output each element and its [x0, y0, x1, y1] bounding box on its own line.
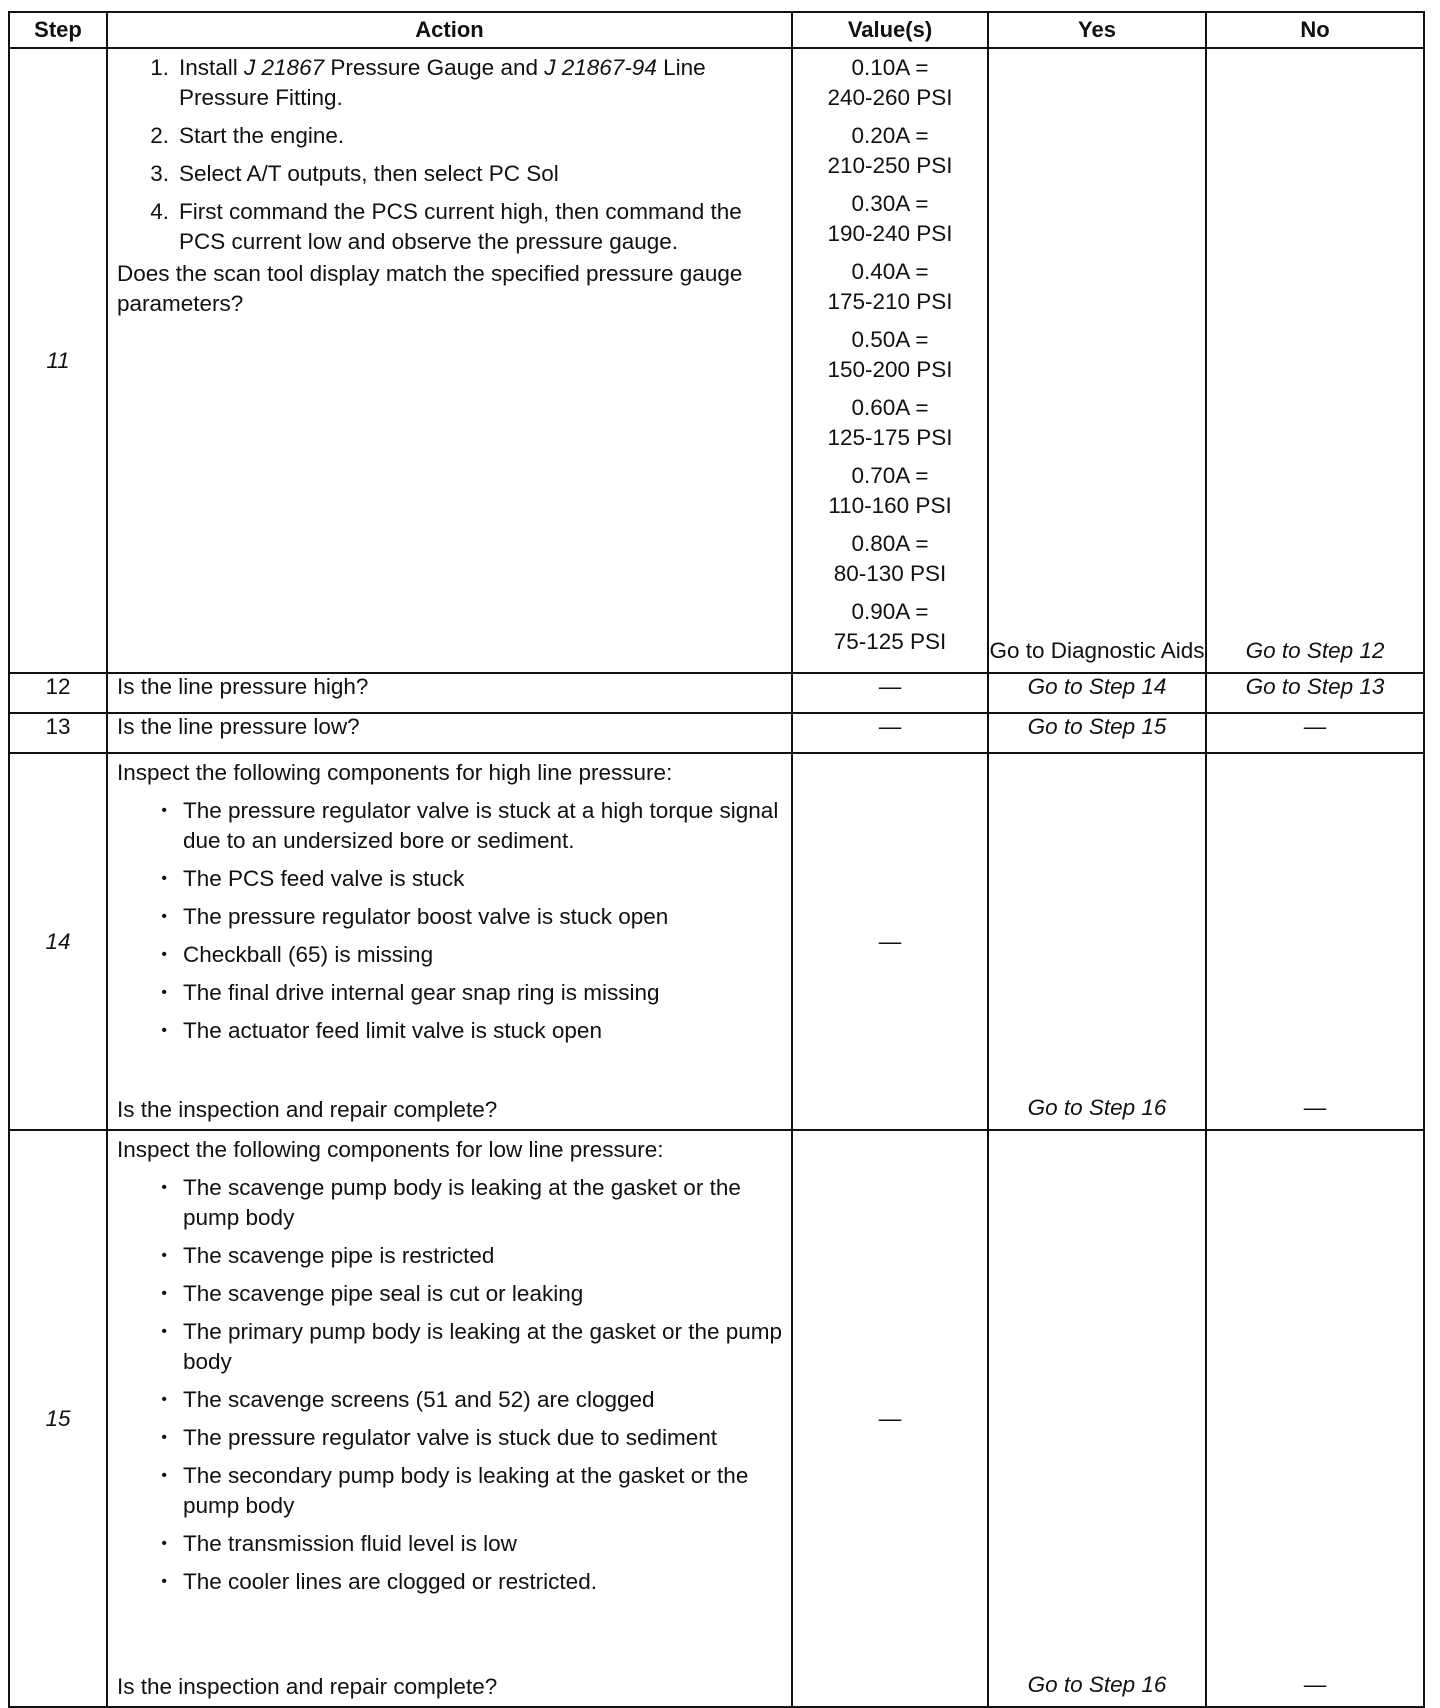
value-pair: 0.10A = 240-260 PSI: [827, 55, 953, 110]
instruction-item: 3. Select A/T outputs, then select PC Sol: [150, 161, 559, 186]
intro-text: Inspect the following components for high line pressure:: [117, 760, 673, 785]
instruction-item: 1. Install J 21867 Pressure Gauge and J 21867-94 Line Pressure Fitting.: [150, 55, 706, 110]
tool-ref: J 21867-94: [544, 55, 657, 80]
yes-cell: Go to Step 16: [988, 1130, 1206, 1707]
instruction-list: [117, 53, 785, 257]
no-cell: Go to Step 13: [1206, 673, 1424, 713]
yes-cell: Go to Diagnostic Aids: [988, 48, 1206, 673]
list-item: • The pressure regulator boost valve is stuck open: [161, 904, 669, 929]
list-item: • The pressure regulator valve is stuck at a high torque signal due to an undersized bore or sediment.: [161, 798, 779, 853]
values-cell: —: [792, 753, 988, 1130]
value-pair: 0.90A = 75-125 PSI: [833, 599, 947, 654]
table-row-step-15: [9, 1130, 1424, 1707]
list-item: • The pressure regulator valve is stuck due to sediment: [161, 1425, 718, 1450]
list-item: • The scavenge pipe is restricted: [161, 1243, 495, 1268]
instruction-item: 4. First command the PCS current high, then command the PCS current low and observe the pressure gauge.: [150, 199, 742, 254]
header-action: Action: [107, 12, 792, 48]
no-cell: —: [1206, 713, 1424, 753]
value-pair: 0.70A = 110-160 PSI: [828, 463, 952, 518]
list-item: • Checkball (65) is missing: [161, 942, 434, 967]
values-cell: —: [792, 673, 988, 713]
values-cell: —: [792, 713, 988, 753]
no-cell: —: [1206, 753, 1424, 1130]
table-row-step-11: [9, 48, 1424, 673]
value-pair: 0.50A = 150-200 PSI: [827, 327, 953, 382]
list-item: • The PCS feed valve is stuck: [161, 866, 465, 891]
header-no: No: [1206, 12, 1424, 48]
values-cell: [792, 48, 988, 673]
yes-cell: Go to Step 16: [988, 753, 1206, 1130]
yes-cell: Go to Step 15: [988, 713, 1206, 753]
table-row-step-12: [9, 673, 1424, 713]
question-text: Does the scan tool display match the specified pressure gauge parameters?: [117, 261, 743, 316]
step-number: 11: [9, 48, 107, 673]
step-number: 13: [9, 713, 107, 753]
intro-text: Inspect the following components for low line pressure:: [117, 1137, 664, 1162]
component-list: [117, 796, 785, 1046]
step-number: 15: [9, 1130, 107, 1707]
instruction-item: 2. Start the engine.: [150, 123, 345, 148]
action-cell: [107, 48, 792, 673]
value-pair: 0.20A = 210-250 PSI: [827, 123, 953, 178]
step-number: 12: [9, 673, 107, 713]
header-step: Step: [9, 12, 107, 48]
list-item: • The actuator feed limit valve is stuck open: [161, 1018, 602, 1043]
list-item: • The transmission fluid level is low: [161, 1531, 517, 1556]
yes-cell: Go to Step 14: [988, 673, 1206, 713]
list-item: • The scavenge pump body is leaking at the gasket or the pump body: [161, 1175, 741, 1230]
value-pair: 0.60A = 125-175 PSI: [827, 395, 953, 450]
no-cell: Go to Step 12: [1206, 48, 1424, 673]
table-row-step-14: [9, 753, 1424, 1130]
table-row-step-13: [9, 713, 1424, 753]
value-pair: 0.80A = 80-130 PSI: [833, 531, 947, 586]
list-item: • The secondary pump body is leaking at the gasket or the pump body: [161, 1463, 749, 1518]
list-item: • The scavenge pipe seal is cut or leaking: [161, 1281, 584, 1306]
value-pair: 0.40A = 175-210 PSI: [827, 259, 953, 314]
list-item: • The primary pump body is leaking at the gasket or the pump body: [161, 1319, 783, 1374]
question-text: Is the inspection and repair complete?: [117, 1674, 498, 1699]
header-row: [9, 12, 1424, 48]
component-list: [117, 1173, 785, 1597]
no-cell: —: [1206, 1130, 1424, 1707]
action-cell: Is the line pressure low?: [107, 713, 792, 753]
header-values: Value(s): [792, 12, 988, 48]
header-yes: Yes: [988, 12, 1206, 48]
list-item: • The final drive internal gear snap ring is missing: [161, 980, 660, 1005]
value-pair: 0.30A = 190-240 PSI: [827, 191, 953, 246]
list-item: • The cooler lines are clogged or restricted.: [161, 1569, 597, 1594]
list-item: • The scavenge screens (51 and 52) are clogged: [161, 1387, 655, 1412]
question-text: Is the inspection and repair complete?: [117, 1097, 498, 1122]
step-number: 14: [9, 753, 107, 1130]
action-cell: [107, 753, 792, 1130]
action-cell: Is the line pressure high?: [107, 673, 792, 713]
tool-ref: J 21867: [244, 55, 325, 80]
action-cell: [107, 1130, 792, 1707]
diagnostic-table: [8, 11, 1425, 1708]
values-cell: —: [792, 1130, 988, 1707]
